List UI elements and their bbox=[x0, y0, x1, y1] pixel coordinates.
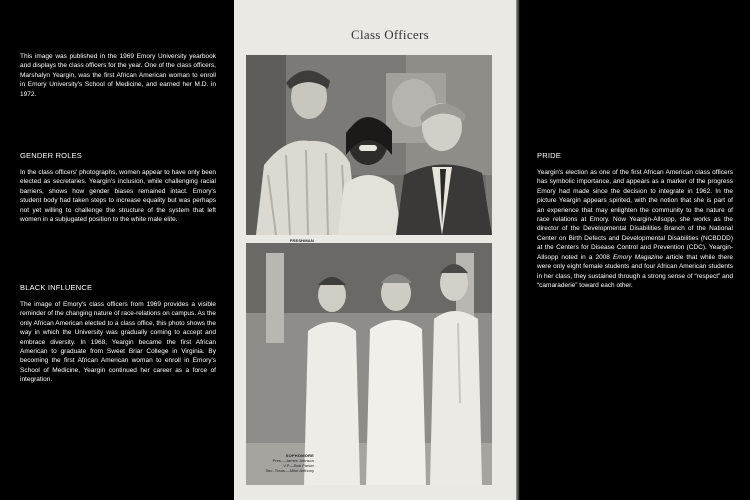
gender-roles-section bbox=[20, 151, 216, 224]
sophomore-photo-illustration bbox=[246, 243, 492, 485]
sophomore-line-3: Sec.-Treas.—Mike Anthony bbox=[265, 468, 314, 473]
sophomore-officers-photo bbox=[246, 243, 492, 485]
pride-body-part-2: article that while there were only eight female students and four African American students in her class, they sustained through a strong sense of “respect” and “camaraderie” toward each other. bbox=[537, 253, 733, 289]
freshman-photo-illustration bbox=[246, 55, 492, 235]
pride-body bbox=[537, 168, 733, 290]
intro-paragraph: This image was published in the 1969 Emory University yearbook and displays the class officers for the year. One of the class officers, Marshalyn Yeargin, was the first African American woman to enroll in Emory University's School of Medicine, and earned her M.D. in 1972. bbox=[20, 53, 216, 98]
yearbook-page bbox=[234, 0, 516, 500]
gender-roles-body: In the class officers' photographs, women appear to have only been elected as secretaries. Yeargin's inclusion, while challenging racial barriers, shows how gender biases remained intact. Emory's student body had taken steps to increase equality but was perhaps not yet willing to challenge the structure of the system that left women in a subjugated position to the white male elite. bbox=[20, 168, 216, 223]
freshman-officers-photo bbox=[246, 55, 492, 235]
sophomore-caption bbox=[244, 453, 314, 473]
intro-text bbox=[20, 52, 216, 99]
page-edge-shadow bbox=[516, 0, 520, 500]
gender-roles-heading: GENDER ROLES bbox=[20, 151, 82, 160]
pride-body-italic: Emory Magazine bbox=[612, 253, 663, 261]
sophomore-line-1: Pres.—James Johnson bbox=[272, 458, 314, 463]
page-title: Class Officers bbox=[351, 27, 429, 42]
sophomore-label: SOPHOMORE bbox=[285, 453, 314, 458]
black-influence-section bbox=[20, 283, 216, 385]
sophomore-line-2: V.P.—Bob Parker bbox=[283, 463, 314, 468]
pride-heading: PRIDE bbox=[537, 151, 561, 160]
black-influence-body: The image of Emory's class officers from 1969 provides a visible reminder of the changing nature of race-relations on campus. As the only African American elected to a class office, this photo shows the way in which the University was gradually coming to accept and embrace diversity. In 1968, Yeargin became the first African American to graduate from Sweet Briar College in Virginia. By becoming the first African American woman to enroll in Emory's School of Medicine, Yeargin continued her career as a force of integration. bbox=[20, 300, 216, 384]
freshman-label: FRESHMAN bbox=[289, 238, 314, 243]
pride-section bbox=[537, 151, 733, 290]
black-influence-heading: BLACK INFLUENCE bbox=[20, 283, 93, 292]
pride-body-part-1: Yeargin's election as one of the first African American class officers has symbolic importance, and appears as a marker of the progress Emory had made since the decision to integrate in 1962. In the picture Yeargin appears spirited, with the notion that she is part of an experience that may enlighten the community to the nature of race relations at Emory. Now Yeargin-Allsopp, she works as the director of the Developmental Disabilities Branch of the National Center on Birth Defects and Developmental Disabilities (NCBDDD) at the Centers for Disease Control and Prevention (CDC). Yeargin-Allsopp noted in a 2008 bbox=[537, 168, 733, 261]
